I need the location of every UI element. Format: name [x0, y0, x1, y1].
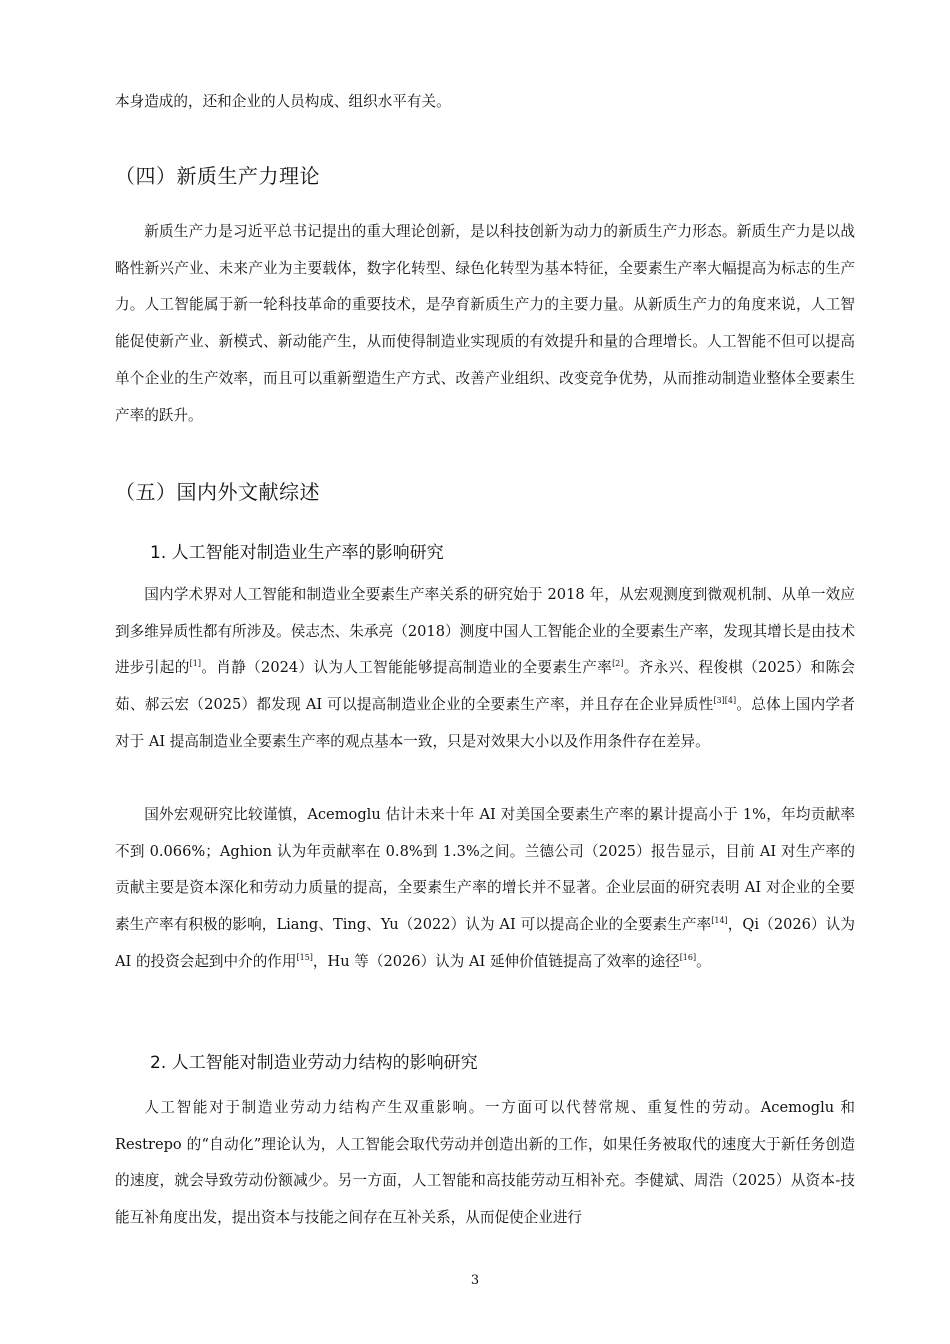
labor-structure-paragraph: 人工智能对于制造业劳动力结构产生双重影响。一方面可以代替常规、重复性的劳动。Acemoglu 和 Restrepo 的“自动化”理论认为，人工智能会取代劳动并创造出新的工作，如果任务被取代的速度大于新任务创造的速度，就会导致劳动份额减少。另一方面，人工智能和高技能劳动互相补充。李健斌、周浩（2025）从资本-技能互补角度出发，提出资本与技能之间存在互补关系，从而促使企业进行 [115, 1099, 855, 1227]
paragraph-text: ，Qi（2026）认为 AI 的投资会起到中介的作用 [115, 916, 855, 970]
domestic-research-paragraph [115, 577, 855, 761]
subheading-ai-productivity: 1. 人工智能对制造业生产率的影响研究 [150, 543, 444, 563]
citation-3-4: [3][4] [713, 696, 737, 706]
paragraph-text: 国内学术界对人工智能和制造业全要素生产率关系的研究始于 2018 年，从宏观测度到微观机制、从单一效应到多维异质性都有所涉及。侯志杰、朱承亮（2018）测度中国人工智能企业的全要素生产率，发现其增长是由技术进步引起的 [115, 586, 855, 677]
citation-1: [1] [189, 659, 201, 669]
citation-15: [15] [296, 952, 313, 962]
paragraph-text: 。肖静（2024）认为人工智能能够提高制造业的全要素生产率 [201, 659, 613, 677]
paragraph-text: 。齐永兴、程俊棋（2025）和陈会茹、郝云宏（2025）都发现 AI 可以提高制造业企业的全要素生产率，并且存在企业异质性 [115, 659, 855, 714]
paragraph-text: 。 [696, 952, 711, 970]
paragraph-text: 国外宏观研究比较谨慎，Acemoglu 估计未来十年 AI 对美国全要素生产率的累计提高小于 1%，年均贡献率不到 0.066%；Aghion 认为年贡献率在 0.8%到 1.3%之间。兰德公司（2025）报告显示，目前 AI 对生产率的贡献主要是资本深化和劳动力质量的提高，全要素生产率的增长并不显著。企业层面的研究表明 AI 对企业的全要素生产率有积极的影响，Liang、Ting、Yu（2022）认为 AI 可以提高企业的全要素生产率 [115, 806, 855, 934]
citation-14: [14] [711, 916, 728, 926]
section-heading-new-productivity: （四）新质生产力理论 [115, 164, 320, 188]
subheading-ai-labor-structure: 2. 人工智能对制造业劳动力结构的影响研究 [150, 1053, 478, 1073]
continuation-paragraph: 本身造成的，还和企业的人员构成、组织水平有关。 [115, 93, 451, 110]
new-productivity-paragraph: 新质生产力是习近平总书记提出的重大理论创新，是以科技创新为动力的新质生产力形态。新质生产力是以战略性新兴产业、未来产业为主要载体，数字化转型、绿色化转型为基本特征，全要素生产率大幅提高为标志的生产力。人工智能属于新一轮科技革命的重要技术，是孕育新质生产力的主要力量。从新质生产力的角度来说，人工智能促使新产业、新模式、新动能产生，从而使得制造业实现质的有效提升和量的合理增长。人工智能不但可以提高单个企业的生产效率，而且可以重新塑造生产方式、改善产业组织、改变竞争优势，从而推动制造业整体全要素生产率的跃升。 [115, 223, 855, 424]
citation-16: [16] [679, 952, 697, 962]
foreign-research-paragraph [115, 797, 855, 981]
citation-2: [2] [612, 659, 624, 669]
paragraph-text: ，Hu 等（2026）认为 AI 延伸价值链提高了效率的途径 [312, 952, 680, 970]
page-number: 3 [470, 1273, 480, 1288]
paragraph-text: 。总体上国内学者对于 AI 提高制造业全要素生产率的观点基本一致，只是对效果大小以及作用条件存在差异。 [115, 696, 855, 750]
section-heading-literature-review: （五）国内外文献综述 [115, 480, 320, 504]
